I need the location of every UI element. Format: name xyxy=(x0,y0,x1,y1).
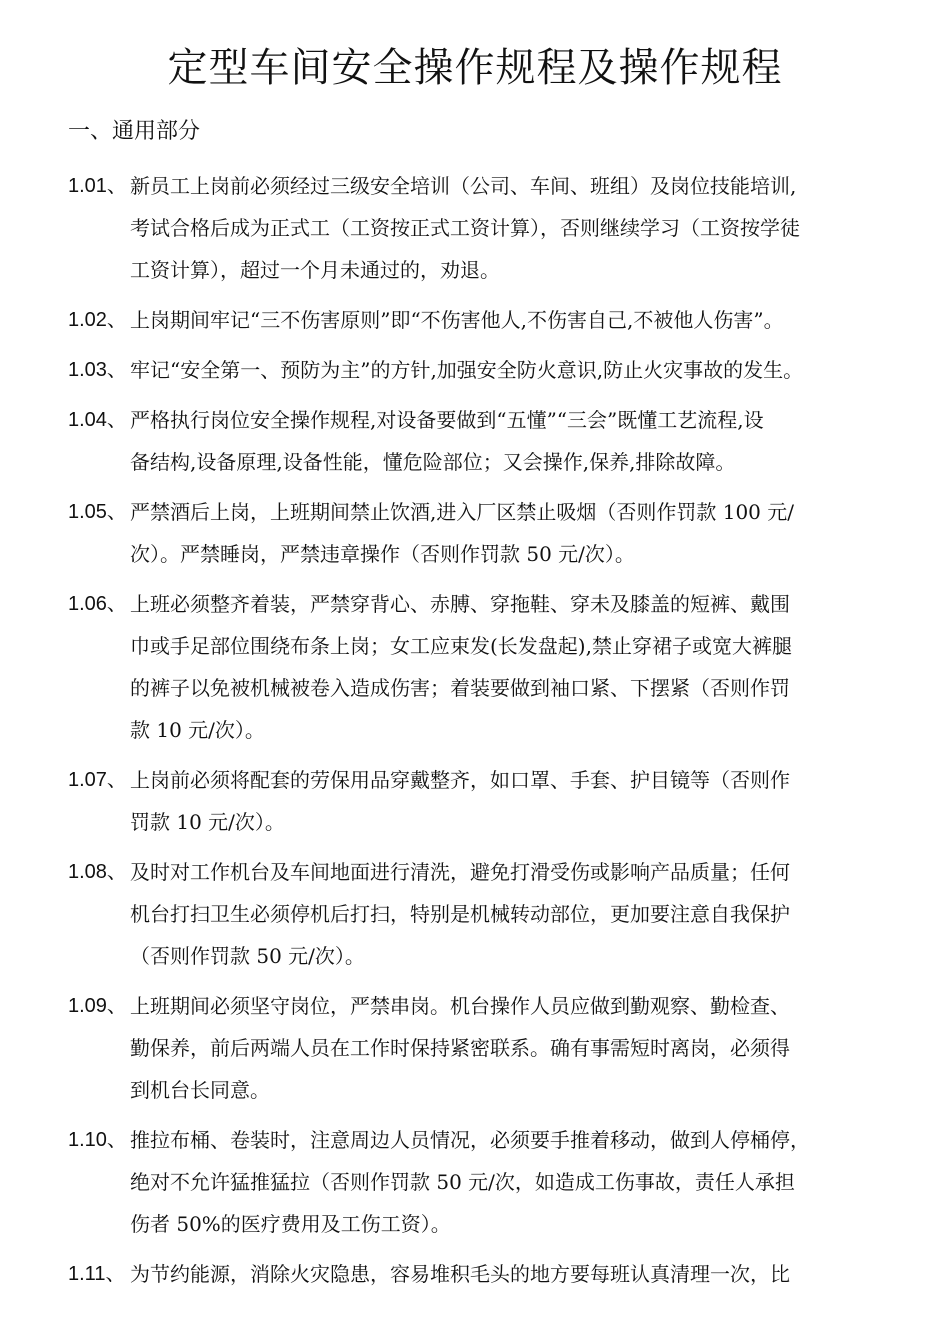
rule-item xyxy=(68,851,888,977)
rule-text xyxy=(130,851,888,977)
rule-text xyxy=(130,399,888,483)
rule-number: 1.08、 xyxy=(68,861,127,883)
rule-text-line: 严格执行岗位安全操作规程,对设备要做到“五懂”“三会”既懂工艺流程,设 xyxy=(130,408,764,432)
rule-number: 1.05、 xyxy=(68,501,127,523)
rule-text xyxy=(130,491,888,575)
rule-text xyxy=(130,759,888,843)
rule-item xyxy=(68,759,888,843)
rule-item xyxy=(68,165,888,291)
rule-text-line: 及时对工作机台及车间地面进行清洗，避免打滑受伤或影响产品质量；任何 xyxy=(130,860,790,884)
rule-text-line: 上岗前必须将配套的劳保用品穿戴整齐，如口罩、手套、护目镜等（否则作 xyxy=(130,768,790,792)
rule-item xyxy=(68,1119,888,1245)
rule-text-line: 上班期间必须坚守岗位，严禁串岗。机台操作人员应做到勤观察、勤检查、 xyxy=(130,994,790,1018)
rule-item xyxy=(68,349,888,391)
rule-number: 1.09、 xyxy=(68,995,127,1017)
rule-item xyxy=(68,1253,888,1295)
rule-text-line: 推拉布桶、卷装时，注意周边人员情况，必须要手推着移动，做到人停桶停， xyxy=(130,1128,810,1152)
rule-text-line: 工资计算），超过一个月未通过的，劝退。 xyxy=(130,258,500,282)
rule-number: 1.06、 xyxy=(68,593,127,615)
rule-text-line: 款 10 元/次）。 xyxy=(130,718,265,742)
rule-text xyxy=(130,299,888,341)
rule-text xyxy=(130,583,888,751)
rule-number: 1.03、 xyxy=(68,359,127,381)
rule-text xyxy=(130,349,888,391)
rule-text-line: 严禁酒后上岗，上班期间禁止饮酒,进入厂区禁止吸烟（否则作罚款 100 元/ xyxy=(130,500,794,524)
document-title: 定型车间安全操作规程及操作规程 xyxy=(167,45,783,91)
rule-text-line: 绝对不允许猛推猛拉（否则作罚款 50 元/次，如造成工伤事故，责任人承担 xyxy=(130,1170,795,1194)
rule-text xyxy=(130,1119,888,1245)
rule-text-line: 勤保养，前后两端人员在工作时保持紧密联系。确有事需短时离岗，必须得 xyxy=(130,1036,790,1060)
rule-list xyxy=(68,165,888,1303)
rule-text-line: 罚款 10 元/次）。 xyxy=(130,810,285,834)
rule-text-line: 牢记“安全第一、预防为主”的方针,加强安全防火意识,防止火灾事故的发生。 xyxy=(130,358,804,382)
rule-text xyxy=(130,985,888,1111)
rule-text-line: 考试合格后成为正式工（工资按正式工资计算），否则继续学习（工资按学徒 xyxy=(130,216,800,240)
rule-item xyxy=(68,299,888,341)
rule-item xyxy=(68,985,888,1111)
rule-text xyxy=(130,165,888,291)
rule-text-line: （否则作罚款 50 元/次）。 xyxy=(130,944,365,968)
section-heading: 一、通用部分 xyxy=(68,119,201,144)
rule-item xyxy=(68,583,888,751)
rule-item xyxy=(68,399,888,483)
rule-number: 1.07、 xyxy=(68,769,127,791)
rule-text-line: 到机台长同意。 xyxy=(130,1078,270,1102)
rule-number: 1.11、 xyxy=(68,1263,126,1285)
rule-number: 1.04、 xyxy=(68,409,127,431)
rule-text-line: 次）。严禁睡岗，严禁违章操作（否则作罚款 50 元/次）。 xyxy=(130,542,635,566)
rule-text xyxy=(130,1253,888,1295)
rule-text-line: 备结构,设备原理,设备性能，懂危险部位；又会操作,保养,排除故障。 xyxy=(130,450,736,474)
rule-text-line: 巾或手足部位围绕布条上岗；女工应束发(长发盘起),禁止穿裙子或宽大裤腿 xyxy=(130,634,792,658)
rule-text-line: 为节约能源，消除火灾隐患，容易堆积毛头的地方要每班认真清理一次，比 xyxy=(130,1262,790,1286)
rule-item xyxy=(68,491,888,575)
rule-text-line: 的裤子以免被机械被卷入造成伤害；着装要做到袖口紧、下摆紧（否则作罚 xyxy=(130,676,790,700)
rule-text-line: 机台打扫卫生必须停机后打扫，特别是机械转动部位，更加要注意自我保护 xyxy=(130,902,790,926)
rule-text-line: 伤者 50%的医疗费用及工伤工资）。 xyxy=(130,1212,451,1236)
rule-number: 1.10、 xyxy=(68,1129,127,1151)
rule-text-line: 上岗期间牢记“三不伤害原则”即“不伤害他人,不伤害自己,不被他人伤害”。 xyxy=(130,308,784,332)
rule-number: 1.01、 xyxy=(68,175,127,197)
rule-number: 1.02、 xyxy=(68,309,127,331)
rule-text-line: 上班必须整齐着装，严禁穿背心、赤膊、穿拖鞋、穿未及膝盖的短裤、戴围 xyxy=(130,592,790,616)
rule-text-line: 新员工上岗前必须经过三级安全培训（公司、车间、班组）及岗位技能培训, xyxy=(130,174,797,198)
